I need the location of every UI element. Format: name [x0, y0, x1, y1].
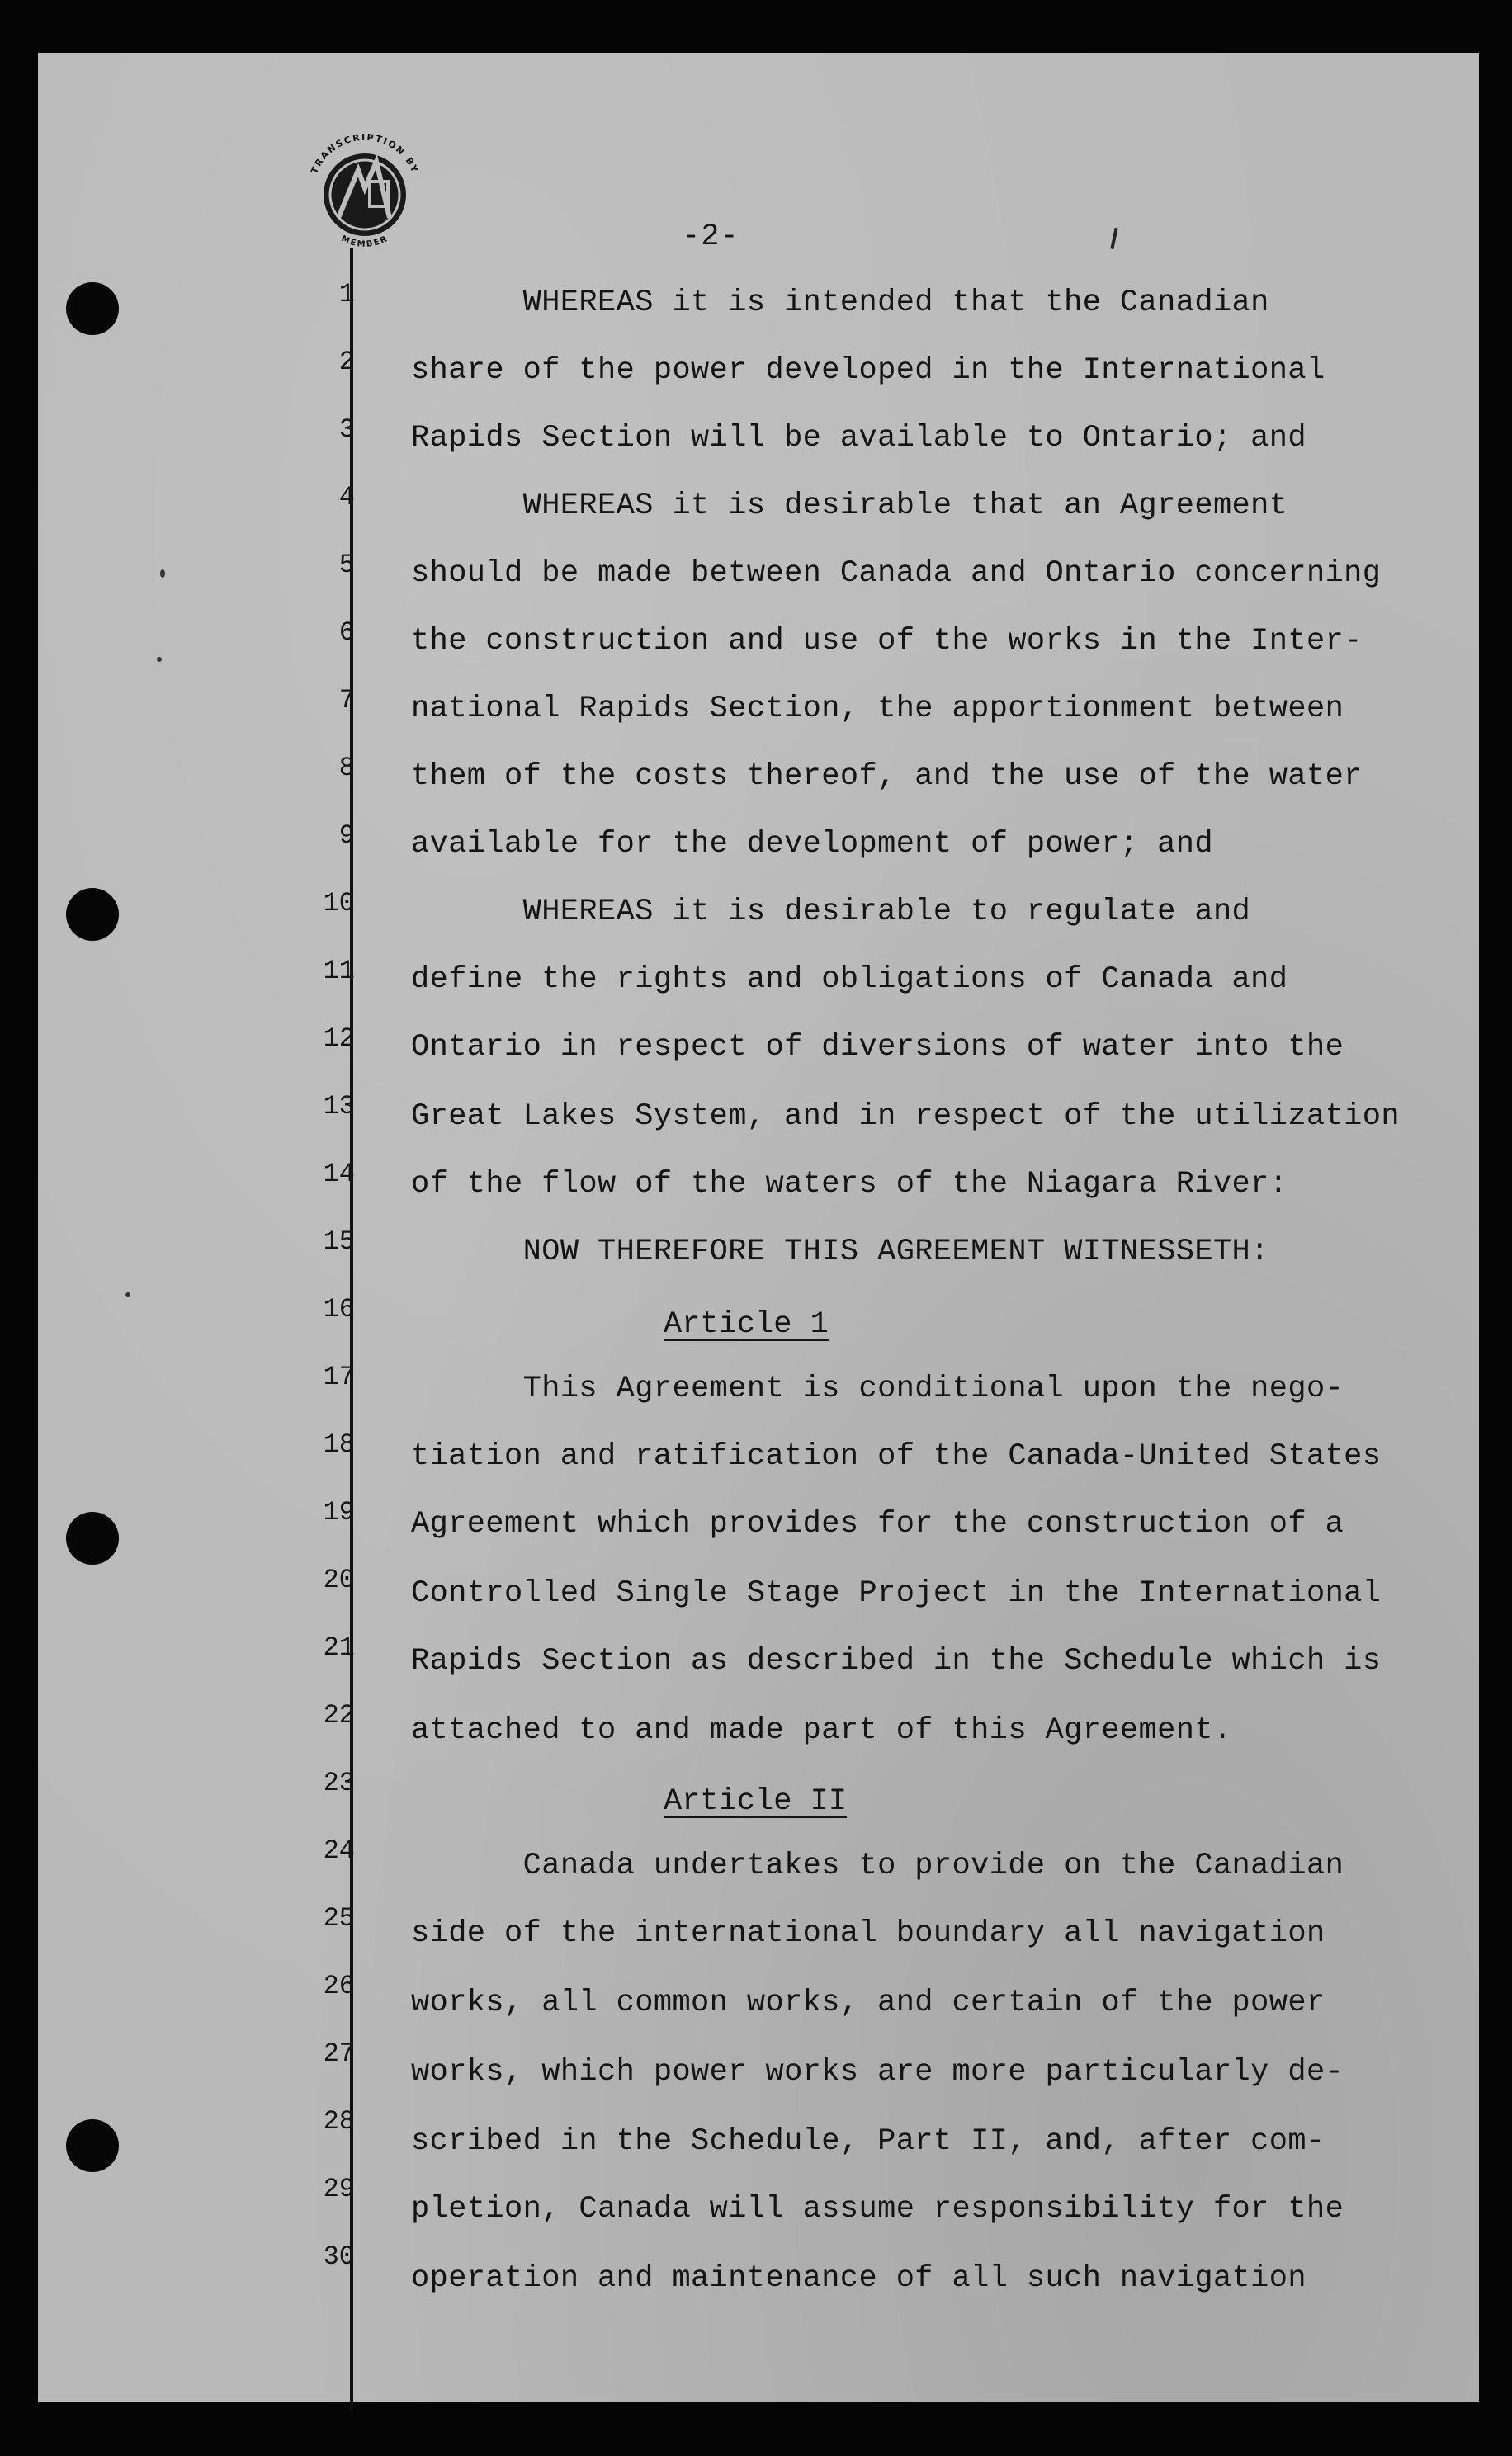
text-line: side of the international boundary all navigation: [411, 1916, 1325, 1951]
line-number: 3: [338, 414, 355, 445]
line-number: 18: [323, 1429, 355, 1460]
line-number: 4: [338, 482, 355, 512]
article-2-heading: Article II: [664, 1784, 848, 1819]
text-line: scribed in the Schedule, Part II, and, after com-: [411, 2124, 1325, 2159]
svg-text:MEMBER: MEMBER: [339, 234, 390, 250]
document-page: [38, 53, 1479, 2402]
line-number: 6: [338, 617, 355, 648]
line-number: 12: [323, 1023, 355, 1054]
text-line: Ontario in respect of diversions of water into the: [411, 1030, 1344, 1065]
line-number: 24: [323, 1835, 355, 1866]
text-line: of the flow of the waters of the Niagara River:: [411, 1167, 1288, 1202]
text-line: available for the development of power; and: [411, 827, 1213, 862]
line-number: 9: [338, 820, 355, 851]
speck: [125, 1292, 130, 1297]
text-line: them of the costs thereof, and the use of the water: [411, 759, 1363, 794]
text-line: define the rights and obligations of Canada and: [411, 962, 1288, 997]
binder-hole: [66, 282, 119, 335]
text-line: pletion, Canada will assume responsibility for the: [411, 2192, 1344, 2227]
line-number: 14: [323, 1159, 355, 1189]
line-number: 7: [338, 685, 355, 716]
line-number: 17: [323, 1362, 355, 1392]
speck: [160, 569, 165, 578]
text-line: NOW THEREFORE THIS AGREEMENT WITNESSETH:: [411, 1235, 1269, 1269]
text-line: tiation and ratification of the Canada-United States: [411, 1439, 1382, 1474]
line-number: 19: [323, 1497, 355, 1528]
speck: [157, 657, 162, 662]
binder-hole: [66, 1512, 119, 1565]
line-number: 25: [323, 1903, 355, 1934]
text-line: works, which power works are more particularly de-: [411, 2055, 1344, 2090]
text-line: Canada undertakes to provide on the Canadian: [411, 1849, 1344, 1883]
text-line: share of the power developed in the International: [411, 353, 1325, 388]
text-line: WHEREAS it is desirable to regulate and: [411, 895, 1251, 929]
line-number: 2: [338, 347, 355, 377]
line-number: 10: [323, 888, 355, 919]
svg-text:TRANSCRIPTION BY: TRANSCRIPTION BY: [309, 131, 421, 176]
line-number: 29: [323, 2174, 355, 2204]
binder-hole: [66, 888, 119, 941]
line-number: 1: [338, 279, 355, 309]
text-line: national Rapids Section, the apportionment between: [411, 692, 1344, 726]
line-number: 27: [323, 2038, 355, 2069]
page-number: -2-: [682, 220, 739, 254]
text-line: Agreement which provides for the construction of a: [411, 1507, 1344, 1542]
line-number: 21: [323, 1632, 355, 1663]
text-line: Rapids Section as described in the Schedule which is: [411, 1644, 1382, 1679]
text-line: This Agreement is conditional upon the nego-: [411, 1372, 1344, 1406]
text-line: attached to and made part of this Agreement.: [411, 1713, 1232, 1748]
line-number: 22: [323, 1700, 355, 1731]
line-number: 11: [323, 956, 355, 986]
line-number: 5: [338, 550, 355, 580]
line-number: 23: [323, 1768, 355, 1798]
text-line: Controlled Single Stage Project in the International: [411, 1576, 1382, 1611]
article-1-heading: Article 1: [664, 1307, 829, 1342]
line-number: 15: [323, 1226, 355, 1257]
line-number: 20: [323, 1565, 355, 1595]
text-line: Great Lakes System, and in respect of the utilization: [411, 1099, 1400, 1134]
line-number: 16: [323, 1294, 355, 1325]
text-line: WHEREAS it is desirable that an Agreement: [411, 489, 1288, 523]
text-line: should be made between Canada and Ontario concerning: [411, 556, 1382, 591]
text-line: WHEREAS it is intended that the Canadian: [411, 286, 1269, 320]
text-line: Rapids Section will be available to Ontario; and: [411, 421, 1306, 456]
text-line: works, all common works, and certain of the power: [411, 1986, 1325, 2020]
text-line: operation and maintenance of all such navigation: [411, 2261, 1306, 2296]
binder-hole: [66, 2119, 119, 2172]
line-number: 28: [323, 2106, 355, 2137]
transcription-stamp-logo: [291, 112, 439, 261]
line-number: 8: [338, 753, 355, 783]
line-number: 26: [323, 1971, 355, 2001]
line-number: 13: [323, 1091, 355, 1122]
text-line: the construction and use of the works in the Inter-: [411, 624, 1363, 659]
line-number: 30: [323, 2241, 355, 2272]
